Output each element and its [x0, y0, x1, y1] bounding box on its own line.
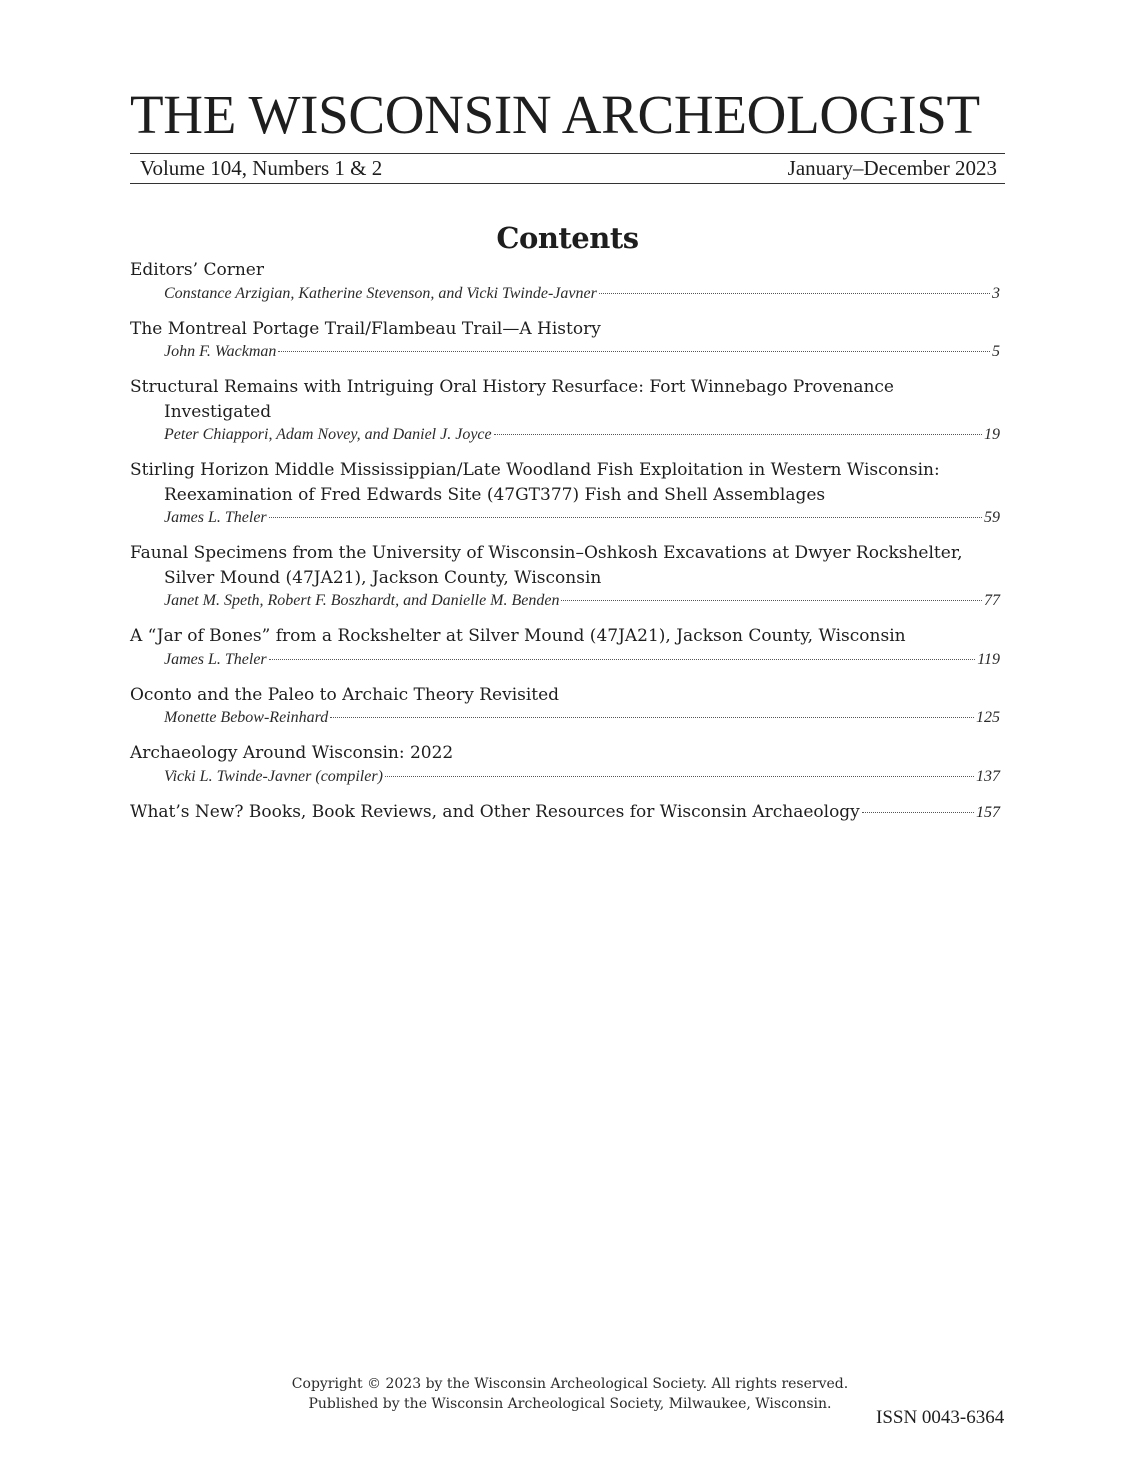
article-title: Archaeology Around Wisconsin: 2022	[130, 743, 454, 763]
article-title: The Montreal Portage Trail/Flambeau Trail—A History	[130, 318, 601, 339]
article-authors: James L. Theler	[164, 650, 267, 668]
contents-heading: Contents	[496, 221, 639, 255]
toc-entry[interactable]	[130, 258, 1000, 305]
dot-leader	[494, 434, 982, 435]
article-title: Editors’ Corner	[130, 260, 264, 280]
dot-leader	[330, 717, 974, 718]
page-number: 137	[976, 767, 1000, 785]
article-authors: Vicki L. Twinde-Javner (compiler)	[164, 767, 383, 785]
issue-date: January–December 2023	[787, 156, 997, 180]
copyright-line: Copyright © 2023 by the Wisconsin Archeological Society. All rights reserved.	[291, 1376, 849, 1392]
toc-entry[interactable]	[130, 741, 1000, 788]
page-number: 77	[984, 592, 1000, 609]
issue-bar	[130, 153, 1005, 184]
dot-leader	[862, 812, 974, 813]
dot-leader	[269, 517, 982, 518]
journal-title: THE WISCONSIN ARCHEOLOGIST	[130, 84, 980, 145]
copyright-footer	[200, 1374, 940, 1414]
dot-leader	[278, 351, 990, 352]
issn-number: ISSN 0043-6364	[876, 1407, 1005, 1428]
article-authors: Peter Chiappori, Adam Novey, and Daniel J. Joyce	[164, 426, 492, 443]
article-title-line	[130, 800, 1000, 826]
article-title: A “Jar of Bones” from a Rockshelter at Silver Mound (47JA21), Jackson County, Wisconsin	[130, 626, 906, 646]
article-authors: John F. Wackman	[164, 343, 277, 360]
publisher-line: Published by the Wisconsin Archeological Society, Milwaukee, Wisconsin.	[308, 1396, 832, 1412]
article-byline	[130, 707, 1000, 729]
page-number: 3	[992, 284, 1000, 302]
article-authors: James L. Theler	[164, 509, 267, 526]
article-authors: Janet M. Speth, Robert F. Boszhardt, and Danielle M. Benden	[164, 592, 560, 609]
page-number: 125	[976, 709, 1000, 726]
article-byline	[130, 507, 1000, 529]
article-byline	[130, 283, 1000, 305]
dot-leader	[385, 776, 974, 777]
dot-leader	[561, 600, 982, 601]
article-byline	[130, 590, 1000, 612]
article-authors: Constance Arzigian, Katherine Stevenson, and Vicki Twinde-Javner	[164, 284, 597, 302]
toc-entry[interactable]	[130, 317, 1000, 364]
page-number: 157	[976, 803, 1000, 821]
article-title: Faunal Specimens from the University of Wisconsin–Oshkosh Excavations at Dwyer Rockshelter, Silver Mound (47JA21), Jackson County, Wisconsin	[130, 543, 963, 588]
toc-entry[interactable]	[130, 458, 1000, 529]
toc-entry[interactable]	[130, 800, 1000, 826]
article-byline	[130, 766, 1000, 788]
article-title: Structural Remains with Intriguing Oral History Resurface: Fort Winnebago Provenance Investigated	[130, 377, 894, 422]
article-authors: Monette Bebow-Reinhard	[164, 709, 329, 726]
article-byline	[130, 424, 1000, 446]
page-number: 19	[984, 426, 1000, 443]
volume-label: Volume 104, Numbers 1 & 2	[140, 156, 383, 180]
article-title: Stirling Horizon Middle Mississippian/Late Woodland Fish Exploitation in Western Wisconsin: Reexamination of Fred Edwards Site (47GT377) Fish and Shell Assemblages	[130, 460, 940, 505]
dot-leader	[269, 659, 976, 660]
article-title: What’s New? Books, Book Reviews, and Other Resources for Wisconsin Archaeology	[130, 801, 860, 822]
toc-entry[interactable]	[130, 624, 1000, 671]
toc-entry[interactable]	[130, 375, 1000, 446]
dot-leader	[599, 293, 990, 294]
page-number: 59	[984, 509, 1000, 526]
article-title: Oconto and the Paleo to Archaic Theory Revisited	[130, 684, 560, 705]
toc-entry[interactable]	[130, 683, 1000, 730]
toc-entry[interactable]	[130, 541, 1000, 612]
article-byline	[130, 649, 1000, 671]
article-byline	[130, 341, 1000, 363]
page-number: 5	[992, 343, 1000, 360]
page-number: 119	[977, 650, 1000, 668]
table-of-contents	[130, 258, 1000, 837]
